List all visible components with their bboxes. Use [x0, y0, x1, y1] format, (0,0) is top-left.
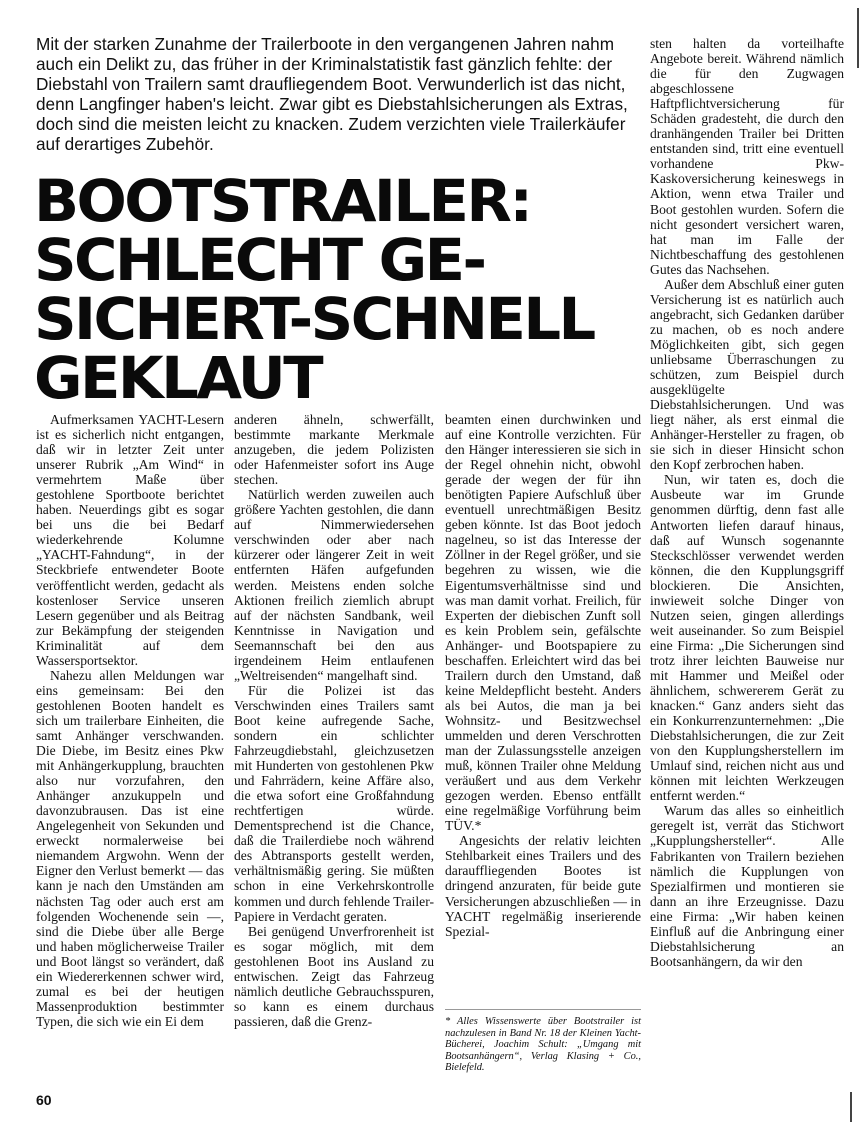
text-column-1	[36, 412, 224, 1029]
intro-paragraph: Mit der starken Zunahme der Trailerboote in den vergangenen Jahren nahm auch ein Delikt zu, das früher in der Kriminalstatistik fast gänzlich fehlte: der Diebstahl von Trailern samt draufliegendem Boot. Verwunderlich ist das nicht, denn Langfinger haben's leicht. Zwar gibt es Diebstahlsicherungen als Extras, doch sind die meisten leicht zu knacken. Zudem verzichten viele Trailerkäufer auf derartiges Zubehör.	[36, 34, 628, 154]
scan-edge-mark	[850, 1092, 852, 1122]
paragraph: Aufmerksamen YACHT-Lesern ist es sicherlich nicht entgangen, daß wir in letzter Zeit unter unserer Rubrik „Am Wind“ in vermehrtem Maße über gestohlene Sportboote berichtet haben. Neuerdings gibt es sogar bei uns die bei Bedarf wiederkehrende Kolumne „YACHT-Fahndung“, in der Steckbriefe entwendeter Boote veröffentlicht werden, gedacht als kostenloser Service unseren Lesern gegenüber und als Beitrag zur Bekämpfung der steigenden Kriminalität auf dem Wassersportsektor.	[36, 412, 224, 668]
paragraph: Für die Polizei ist das Verschwinden eines Trailers samt Boot keine aufregende Sache, sondern ein schlichter Fahrzeugdiebstahl, gleichzusetzen mit Hunderten von gestohlenen Pkw und Fahrrädern, keine Affäre also, die etwa sofort eine Großfahndung rechtfertigen würde. Dementsprechend ist die Chance, daß die Trailerdiebe noch während des Abtransports gestellt werden, verhältnismäßig gering. Sie müßten schon in eine Verkehrskontrolle kommen und durch fehlende Trailer-Papiere in Verdacht geraten.	[234, 682, 434, 924]
page-number: 60	[36, 1092, 52, 1108]
paragraph: Nahezu allen Meldungen war eins gemeinsam: Bei den gestohlenen Booten handelt es sich um trailerbare Einheiten, die samt Anhänger verschwanden. Die Diebe, im Besitz eines Pkw mit Anhängerkupplung, brauchten also nur vorzufahren, den Anhänger anzukuppeln und davonzubrausen. Das ist eine Angelegenheit von Sekunden und erweckt normalerweise bei niemandem Argwohn. Wenn der Eigner den Verlust bemerkt — das kann je nach den Umständen am nächsten Tag oder auch erst am folgenden Wochenende sein —, sind die Diebe über alle Berge und haben möglicherweise Trailer und Boot längst so verändert, daß ein Wiedererkennen schwer wird, zumal es bei der heutigen Massenproduktion bestimmter Typen, die sich wie ein Ei dem	[36, 667, 224, 1029]
paragraph: anderen ähneln, schwerfällt, bestimmte markante Merkmale anzugeben, die jedem Polizisten oder Hafenmeister sofort ins Auge stechen.	[234, 412, 434, 488]
paragraph: Außer dem Abschluß einer guten Versicherung ist es natürlich auch angebracht, sich Gedanken darüber zu machen, ob es noch andere Möglichkeiten gibt, sich gegen unliebsame Überraschungen zu schützen, zum Beispiel durch ausgeklügelte Diebstahlsicherungen. Und was liegt näher, als erst einmal die Anhänger-Hersteller zu fragen, ob sie sich in dieser Hinsicht schon den Kopf zerbrochen haben.	[650, 276, 844, 473]
paragraph: Natürlich werden zuweilen auch größere Yachten gestohlen, die dann auf Nimmerwiedersehen verschwinden oder aber nach kürzerer oder längerer Zeit in weit entfernten Häfen aufgefunden werden. Meistens enden solche Aktionen freilich ziemlich abrupt auf der nächsten Sandbank, weil Kenntnisse in Navigation und Seemannschaft bei den aus irgendeinem Heim entlaufenen „Weltreisenden“ mangelhaft sind.	[234, 487, 434, 683]
scan-edge-mark	[857, 8, 859, 68]
paragraph: Nun, wir taten es, doch die Ausbeute war im Grunde genommen dürftig, denn fast alle Antworten liefen darauf hinaus, daß auf Wunsch sogenannte Steckschlösser verwendet werden können, die den Kupplungsgriff blockieren. Die Ansichten, inwieweit solche Dinger von Nutzen seien, gingen allerdings weit auseinander. So zum Beispiel eine Firma: „Die Sicherungen sind trotz ihrer leichten Bauweise nur mit Hammer und Meißel oder ähnlichem, schwererem Gerät zu knacken.“ Ganz anders sieht das ein Konkurrenzunternehmen: „Die Diebstahlsicherungen, die zur Zeit von den Kupplungsherstellern im Umlauf sind, reichen nicht aus und können mit leichten Werkzeugen entfernt werden.“	[650, 472, 844, 804]
footnote-divider	[445, 1009, 641, 1010]
headline-line-4: GEKLAUT	[34, 344, 322, 412]
paragraph: Warum das alles so einheitlich geregelt ist, verrät das Stichwort „Kupplungshersteller“. Alle Fabrikanten von Trailern beziehen nämlich die Kupplungen von Spezialfirmen und montieren sie dann an ihre Erzeugnisse. Dazu eine Firma: „Wir haben keinen Einfluß auf die Anbringung einer Diebstahlsicherung an Bootsanhängern, da wir den	[650, 803, 844, 969]
headline-line-3: SICHERT-SCHNELL	[34, 285, 594, 353]
paragraph: sten halten da vorteilhafte Angebote bereit. Während nämlich die für den Zugwagen abgeschlossene Haftpflichtversicherung für Schäden gradesteht, die durch den dranhängenden Trailer bei Dritten entstanden sind, tritt eine eventuell vorhandene Pkw-Kaskoversicherung keineswegs in Aktion, wenn etwa Trailer und Boot gestohlen wurden. Sofern die nicht gesondert versichert waren, hat man im Falle der Nichtbeschaffung des gestohlenen Gutes das Nachsehen.	[650, 36, 844, 277]
paragraph: Bei genügend Unverfrorenheit ist es sogar möglich, mit dem gestohlenen Boot ins Ausland zu entwischen. Zeigt das Fahrzeug nämlich deutliche Gebrauchsspuren, so kann es einem durchaus passieren, daß die Grenz-	[234, 923, 434, 1029]
headline-line-2: SCHLECHT GE-	[34, 226, 485, 294]
text-column-2	[234, 412, 434, 1029]
text-column-4	[650, 36, 844, 969]
paragraph: beamten einen durchwinken und auf eine Kontrolle verzichten. Für den Hänger interessieren sie sich in der Regel ohnehin nicht, obwohl gerade der wegen der für ihn benötigten Papiere Aufschluß über eventuell unrechtmäßigen Besitz geben könnte. Ist das Boot jedoch nagelneu, so ist das Interesse der Zöllner in der Regel größer, und sie begehren zu wissen, wie die Eigentumsverhältnisse sind und was man damit vorhat. Freilich, für Experten der diebischen Zunft soll es kein Problem sein, gefälschte Anhänger- und Bootspapiere zu beschaffen. Erleichtert wird das bei Trailern durch den Umstand, daß keine Meldepflicht besteht. Anders als bei Autos, die man ja bei Wohnsitz- und Besitzwechsel ummelden und deren Verschrotten man der Zulassungsstelle anzeigen muß, können Trailer ohne Meldung veräußert und aus dem Verkehr gezogen werden. Ebenso entfällt eine regelmäßige Vorführung beim TÜV.*	[445, 412, 641, 834]
paragraph: Angesichts der relativ leichten Stehlbarkeit eines Trailers und des darauffliegenden Bootes ist dringend anzuraten, für beide gute Versicherungen abzuschließen — in YACHT regelmäßig inserierende Spezial-	[445, 833, 641, 939]
footnote: * Alles Wissenswerte über Bootstrailer ist nachzulesen in Band Nr. 18 der Kleinen Yacht-Bücherei, Joachim Schult: „Umgang mit Bootsanhängern“, Verlag Klasing + Co., Bielefeld.	[445, 1016, 641, 1074]
headline-line-1: BOOTSTRAILER:	[34, 167, 531, 235]
headline	[34, 167, 634, 412]
text-column-3	[445, 412, 641, 939]
